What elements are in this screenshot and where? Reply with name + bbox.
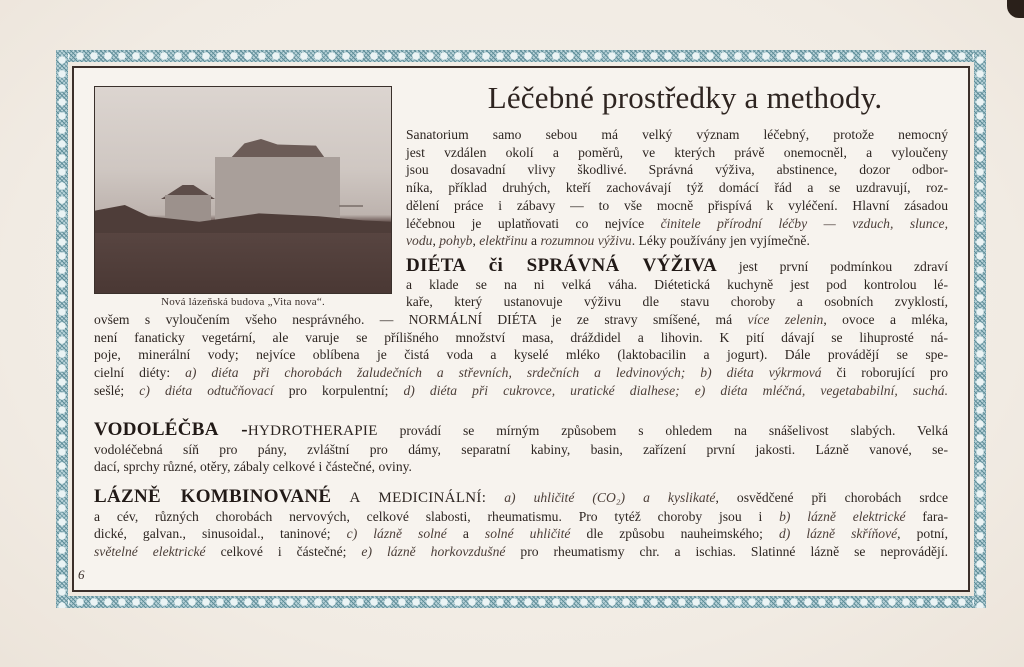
text-line: jest vzdálen okolí a poměrů, ve kterých právě onemocněl, a vyloučeny (406, 144, 948, 160)
ornamental-border-right (974, 50, 986, 608)
lazne-paragraph (94, 488, 948, 561)
text-line: DIÉTA či SPRÁVNÁ VÝŽIVA jest první podmínkou zdraví (406, 255, 948, 276)
vodolecba-paragraph (94, 421, 948, 476)
sanatorium-photo (94, 86, 392, 294)
text-line: dací, sprchy různé, otěry, zábaly celkové i částečné, oviny. (94, 459, 412, 475)
text-line: níka, příklad druhých, kteří zachovávají týž domácí řád a se uzdravují, roz- (406, 180, 948, 196)
text-line: dělení práce i zábavy — to vše mocně přispívá k vyléčení. Hlavní zásadou (406, 197, 948, 213)
text-line: cielní diéty: a) diéta při chorobách žaludečních a střevních, srdečních a ledvinových; b) diéta výkrmová či roborující pro (94, 365, 948, 381)
ornamental-border-left (56, 50, 68, 608)
text-line: a klade se na ni velká váha. Diétetická kuchyně jest pod kontrolou lé- (406, 276, 948, 292)
ornamental-border-bottom (56, 596, 986, 608)
text-line: kaře, který ustanovuje výživu dle stavu choroby a osobních zvyklostí, (406, 294, 948, 310)
photo-caption: Nová lázeňská budova „Vita nova“. (161, 296, 325, 308)
text-line: světelné elektrické celkové i částečné; e) lázně horkovzdušné pro rheumatismy chr. a ischias. Slatinné lázně se neprovádějí. (94, 544, 948, 560)
dieta-paragraph (406, 257, 948, 311)
text-line: a cév, různých chorobách nervových, celkové slabosti, rheumatismu. Pro tytéž choroby jsou i b) lázně elektrické fara- (94, 508, 949, 524)
dieta-heading: DIÉTA či SPRÁVNÁ VÝŽIVA (406, 255, 717, 276)
lazne-subheading: A MEDICINÁLNÍ: (349, 490, 487, 506)
text-line: Sanatorium samo sebou má velký význam léčebný, protože nemocný (406, 127, 948, 142)
ornamental-border-top (56, 50, 986, 62)
page-title: Léčebné prostředky a methody. (487, 80, 883, 115)
lazne-heading: LÁZNĚ KOMBINOVANÉ (94, 486, 332, 507)
text-line: poje, minerální vody; nejvíce oblíbena je čistá voda a kyselé mléko (laktobacilin a jogurt). Dále provádějí se spe- (94, 347, 948, 363)
text-line: ovšem s vyloučením všeho nesprávného. — NORMÁLNÍ DIÉTA je ze stravy smíšené, má více zelenin, ovoce a mléka, (94, 312, 949, 327)
text-line: vodu, pohyb, elektřinu a rozumnou výživu. Léky používány jen vyjímečně. (406, 233, 810, 249)
text-line: vodoléčebná síň pro pány, zvláštní pro dámy, separatní kabiny, basin, zařízení první jakosti. Lázně vanové, se- (94, 441, 948, 457)
text-line: jsou dosavadní vlivy škodlivé. Správná výživa, abstinence, dozor odbor- (406, 162, 948, 178)
text-line: VODOLÉČBA -HYDROTHERAPIE provádí se mírným způsobem s ohledem na snášelivost slabých. Velká (94, 419, 948, 440)
vodolecba-subheading: HYDROTHERAPIE (247, 423, 378, 439)
page-number: 6 (78, 567, 85, 582)
text-line: léčebnou je uplatňovati co nejvíce činitele přírodní léčby — vzduch, slunce, (406, 215, 948, 231)
text-line: LÁZNĚ KOMBINOVANÉ A MEDICINÁLNÍ: a) uhličité (CO₂) a kyslikaté, osvědčené při chorobách srdce (94, 486, 949, 507)
text-line: není fanaticky vegetární, ale varuje se přílišného množství masa, dráždidel a lihovin. K pití dávají se lihuprosté ná- (94, 329, 948, 345)
text-line: dické, galvan., sinusoidal., taninové; c) lázně solné a solné uhličité dle způsobu nauheimského; d) lázně skříňové, potní, (94, 526, 948, 542)
vodolecba-heading: VODOLÉČBA - (94, 419, 248, 440)
intro-paragraph (406, 126, 948, 250)
dieta-continued-paragraph (94, 311, 948, 400)
text-line: sešlé; c) diéta odtučňovací pro korpulentní; d) diéta při cukrovce, uratické dialhese; e) diéta mléčná, vegetababilní, suchá. (94, 382, 948, 398)
